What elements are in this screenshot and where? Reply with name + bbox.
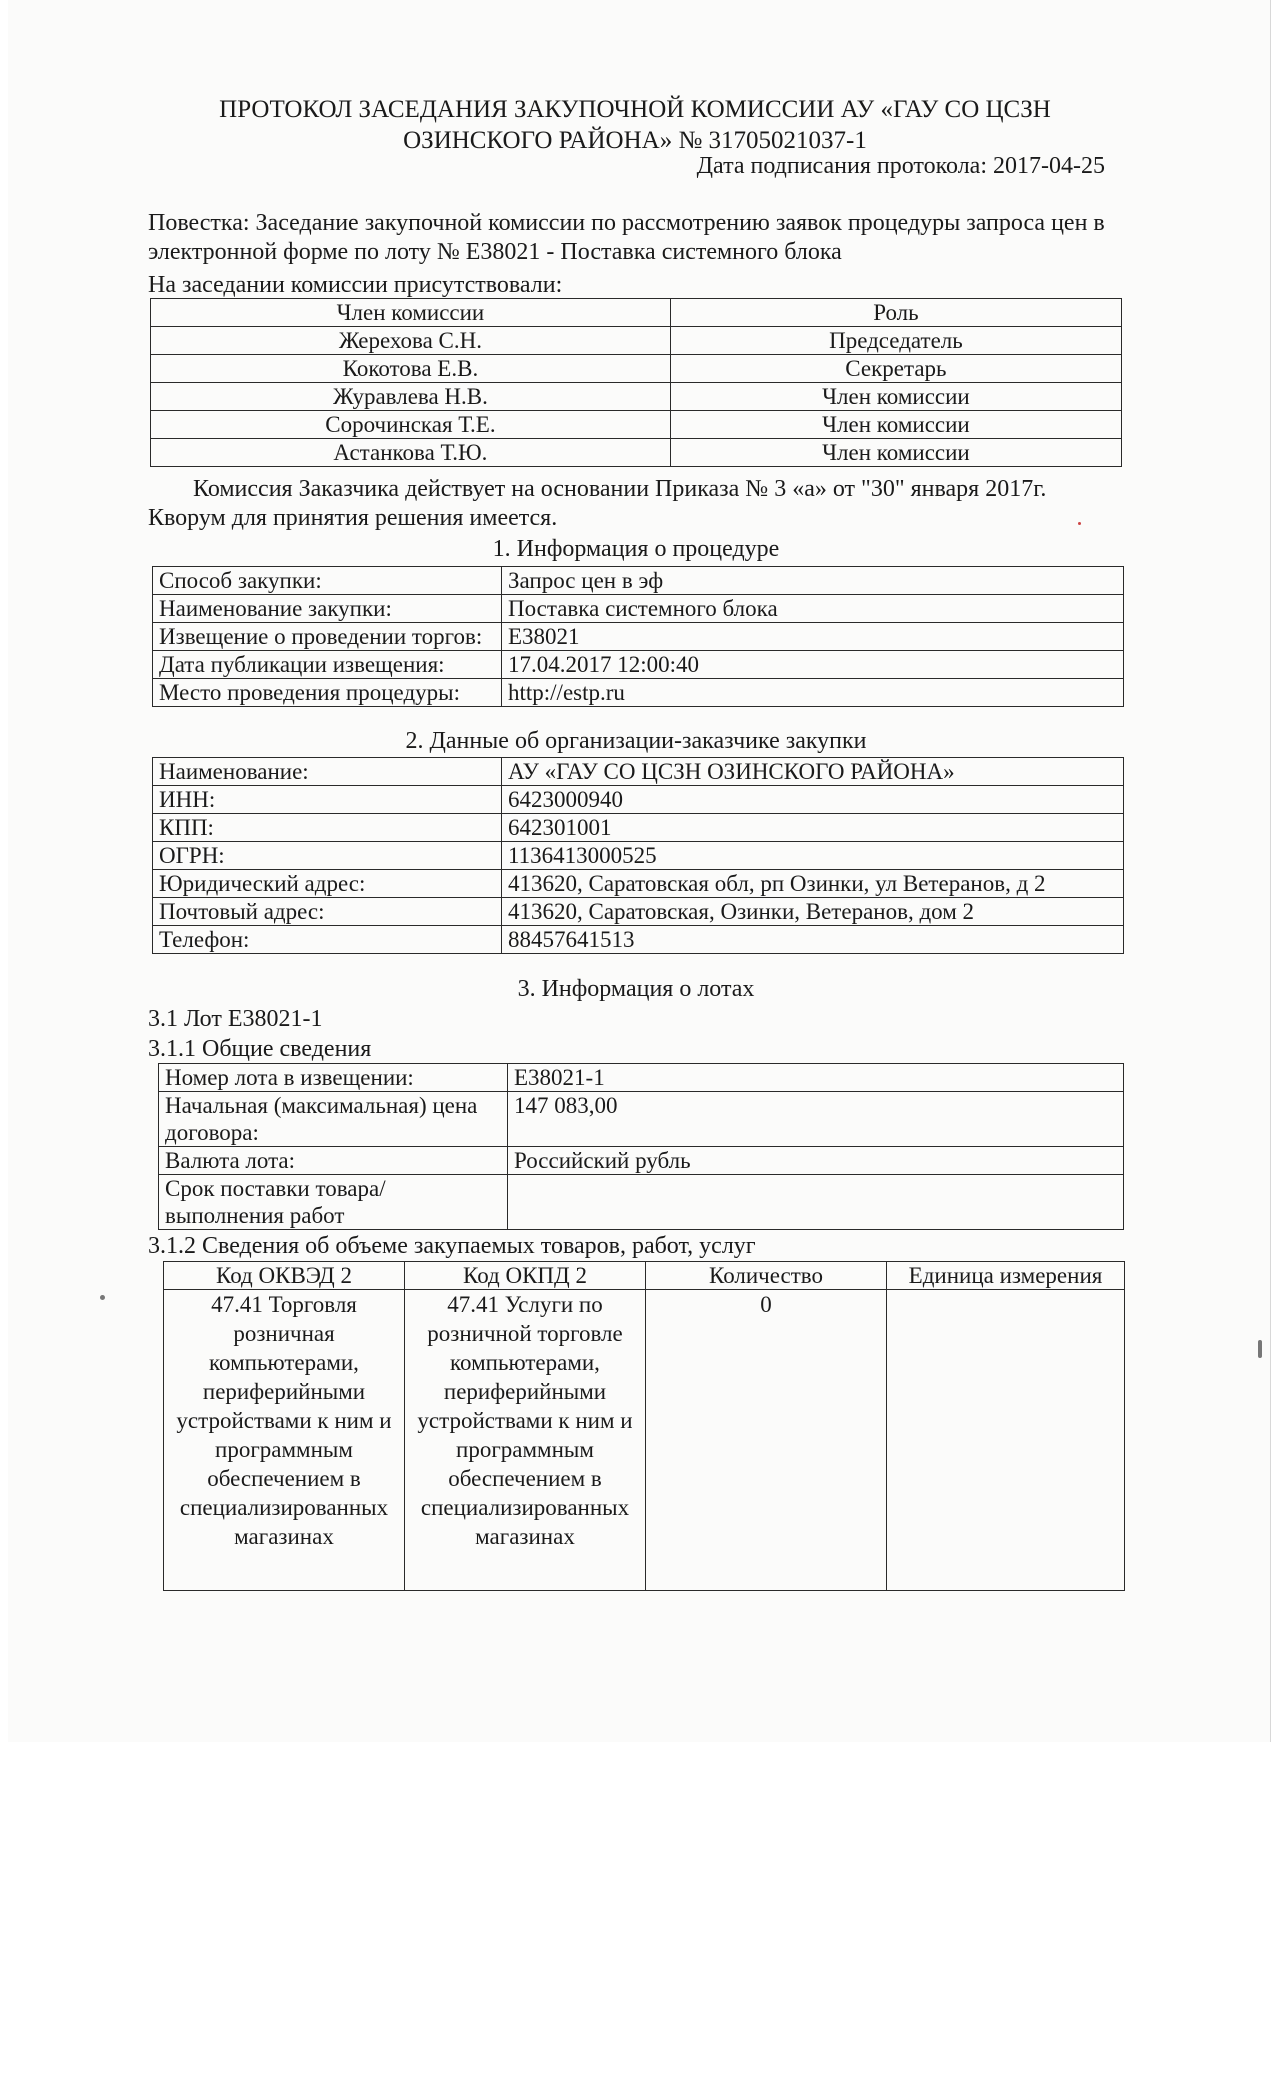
title-line-1: ПРОТОКОЛ ЗАСЕДАНИЯ ЗАКУПОЧНОЙ КОМИССИИ АУ «ГАУ СО ЦСЗН (219, 96, 1051, 123)
scan-speck (1258, 1340, 1262, 1358)
lot-heading: 3.1 Лот Е38021-1 (148, 1006, 323, 1032)
field-value: 1136413000525 (502, 842, 1124, 870)
protocol-title (130, 94, 1140, 156)
field-value: АУ «ГАУ СО ЦСЗН ОЗИНСКОГО РАЙОНА» (502, 758, 1124, 786)
table-row (153, 898, 1124, 926)
field-label: Наименование: (153, 758, 502, 786)
member-name: Журавлева Н.В. (151, 383, 671, 411)
field-value: Российский рубль (508, 1147, 1124, 1175)
member-role: Член комиссии (670, 411, 1121, 439)
section-3-title: 3. Информация о лотах (517, 976, 755, 1002)
field-value: Поставка системного блока (502, 595, 1124, 623)
member-name: Астанкова Т.Ю. (151, 439, 671, 467)
field-value: 147 083,00 (508, 1092, 1124, 1147)
field-value: Е38021-1 (508, 1064, 1124, 1092)
member-role: Секретарь (670, 355, 1121, 383)
section-1-title: 1. Информация о процедуре (492, 536, 780, 562)
field-label: Юридический адрес: (153, 870, 502, 898)
field-label: Наименование закупки: (153, 595, 502, 623)
field-value: http://estp.ru (502, 679, 1124, 707)
table-row (153, 651, 1124, 679)
field-value: 642301001 (502, 814, 1124, 842)
header-quantity: Количество (646, 1262, 887, 1290)
customer-info-table (152, 757, 1124, 954)
field-value: 17.04.2017 12:00:40 (502, 651, 1124, 679)
basis-text: Комиссия Заказчика действует на основании Приказа № 3 «а» от "30" января 2017г. Кворум для принятия решения имеется. (148, 476, 1047, 531)
field-label: ОГРН: (153, 842, 502, 870)
table-row (153, 926, 1124, 954)
field-label: ИНН: (153, 786, 502, 814)
table-row (151, 439, 1122, 467)
field-label: Срок поставки товара/выполнения работ (159, 1175, 508, 1230)
field-label: Место проведения процедуры: (153, 679, 502, 707)
field-label: КПП: (153, 814, 502, 842)
agenda-text: Повестка: Заседание закупочной комиссии по рассмотрению заявок процедуры запроса цен в электронной форме по лоту № Е38021 - Поставка системного блока (148, 210, 1105, 265)
procedure-info-table (152, 566, 1124, 707)
table-row (153, 567, 1124, 595)
table-row (153, 595, 1124, 623)
members-header-role: Роль (670, 299, 1121, 327)
field-value: Запрос цен в эф (502, 567, 1124, 595)
field-value: 6423000940 (502, 786, 1124, 814)
field-label: Извещение о проведении торгов: (153, 623, 502, 651)
member-name: Кокотова Е.В. (151, 355, 671, 383)
field-label: Номер лота в извещении: (159, 1064, 508, 1092)
field-label: Начальная (максимальная) цена договора: (159, 1092, 508, 1147)
table-row (153, 623, 1124, 651)
field-value: Е38021 (502, 623, 1124, 651)
table-row (153, 679, 1124, 707)
member-role: Член комиссии (670, 439, 1121, 467)
signing-date: Дата подписания протокола: 2017-04-25 (696, 153, 1105, 179)
scan-speck (100, 1295, 105, 1300)
header-unit: Единица измерения (887, 1262, 1125, 1290)
header-okpd: Код ОКПД 2 (405, 1262, 646, 1290)
table-row (159, 1064, 1124, 1092)
table-row (159, 1175, 1124, 1230)
title-line-2: ОЗИНСКОГО РАЙОНА» № 31705021037-1 (403, 127, 867, 154)
member-name: Жерехова С.Н. (151, 327, 671, 355)
table-row (153, 758, 1124, 786)
general-info-heading: 3.1.1 Общие сведения (148, 1036, 372, 1062)
present-label: На заседании комиссии присутствовали: (148, 272, 563, 298)
okpd-cell: 47.41 Услуги по розничной торговле компьютерами, периферийными устройствами к ним и программным обеспечением в специализированных магазинах (405, 1290, 646, 1591)
quantity-cell: 0 (646, 1290, 887, 1591)
unit-cell (887, 1290, 1125, 1591)
member-role: Председатель (670, 327, 1121, 355)
table-row (153, 786, 1124, 814)
members-header-member: Член комиссии (151, 299, 671, 327)
table-row (159, 1092, 1124, 1147)
okved-cell: 47.41 Торговля розничная компьютерами, периферийными устройствами к ним и программным обеспечением в специализированных магазинах (164, 1290, 405, 1591)
field-label: Телефон: (153, 926, 502, 954)
member-name: Сорочинская Т.Е. (151, 411, 671, 439)
volume-header-row (164, 1262, 1125, 1290)
table-row (151, 411, 1122, 439)
lot-info-table (158, 1063, 1124, 1230)
field-label: Способ закупки: (153, 567, 502, 595)
members-header-row (151, 299, 1122, 327)
table-row (153, 870, 1124, 898)
section-2-title: 2. Данные об организации-заказчике закупки (405, 728, 867, 754)
table-row (151, 355, 1122, 383)
field-value: 413620, Саратовская, Озинки, Ветеранов, дом 2 (502, 898, 1124, 926)
volume-heading: 3.1.2 Сведения об объеме закупаемых товаров, работ, услуг (148, 1233, 756, 1259)
header-okved: Код ОКВЭД 2 (164, 1262, 405, 1290)
table-row (153, 842, 1124, 870)
table-row (164, 1290, 1125, 1591)
field-value (508, 1175, 1124, 1230)
field-label: Почтовый адрес: (153, 898, 502, 926)
field-value: 88457641513 (502, 926, 1124, 954)
members-table (150, 298, 1122, 467)
field-value: 413620, Саратовская обл, рп Озинки, ул Ветеранов, д 2 (502, 870, 1124, 898)
volume-table (163, 1261, 1125, 1591)
field-label: Дата публикации извещения: (153, 651, 502, 679)
field-label: Валюта лота: (159, 1147, 508, 1175)
member-role: Член комиссии (670, 383, 1121, 411)
table-row (153, 814, 1124, 842)
table-row (159, 1147, 1124, 1175)
scan-speck (1078, 522, 1081, 525)
table-row (151, 383, 1122, 411)
table-row (151, 327, 1122, 355)
